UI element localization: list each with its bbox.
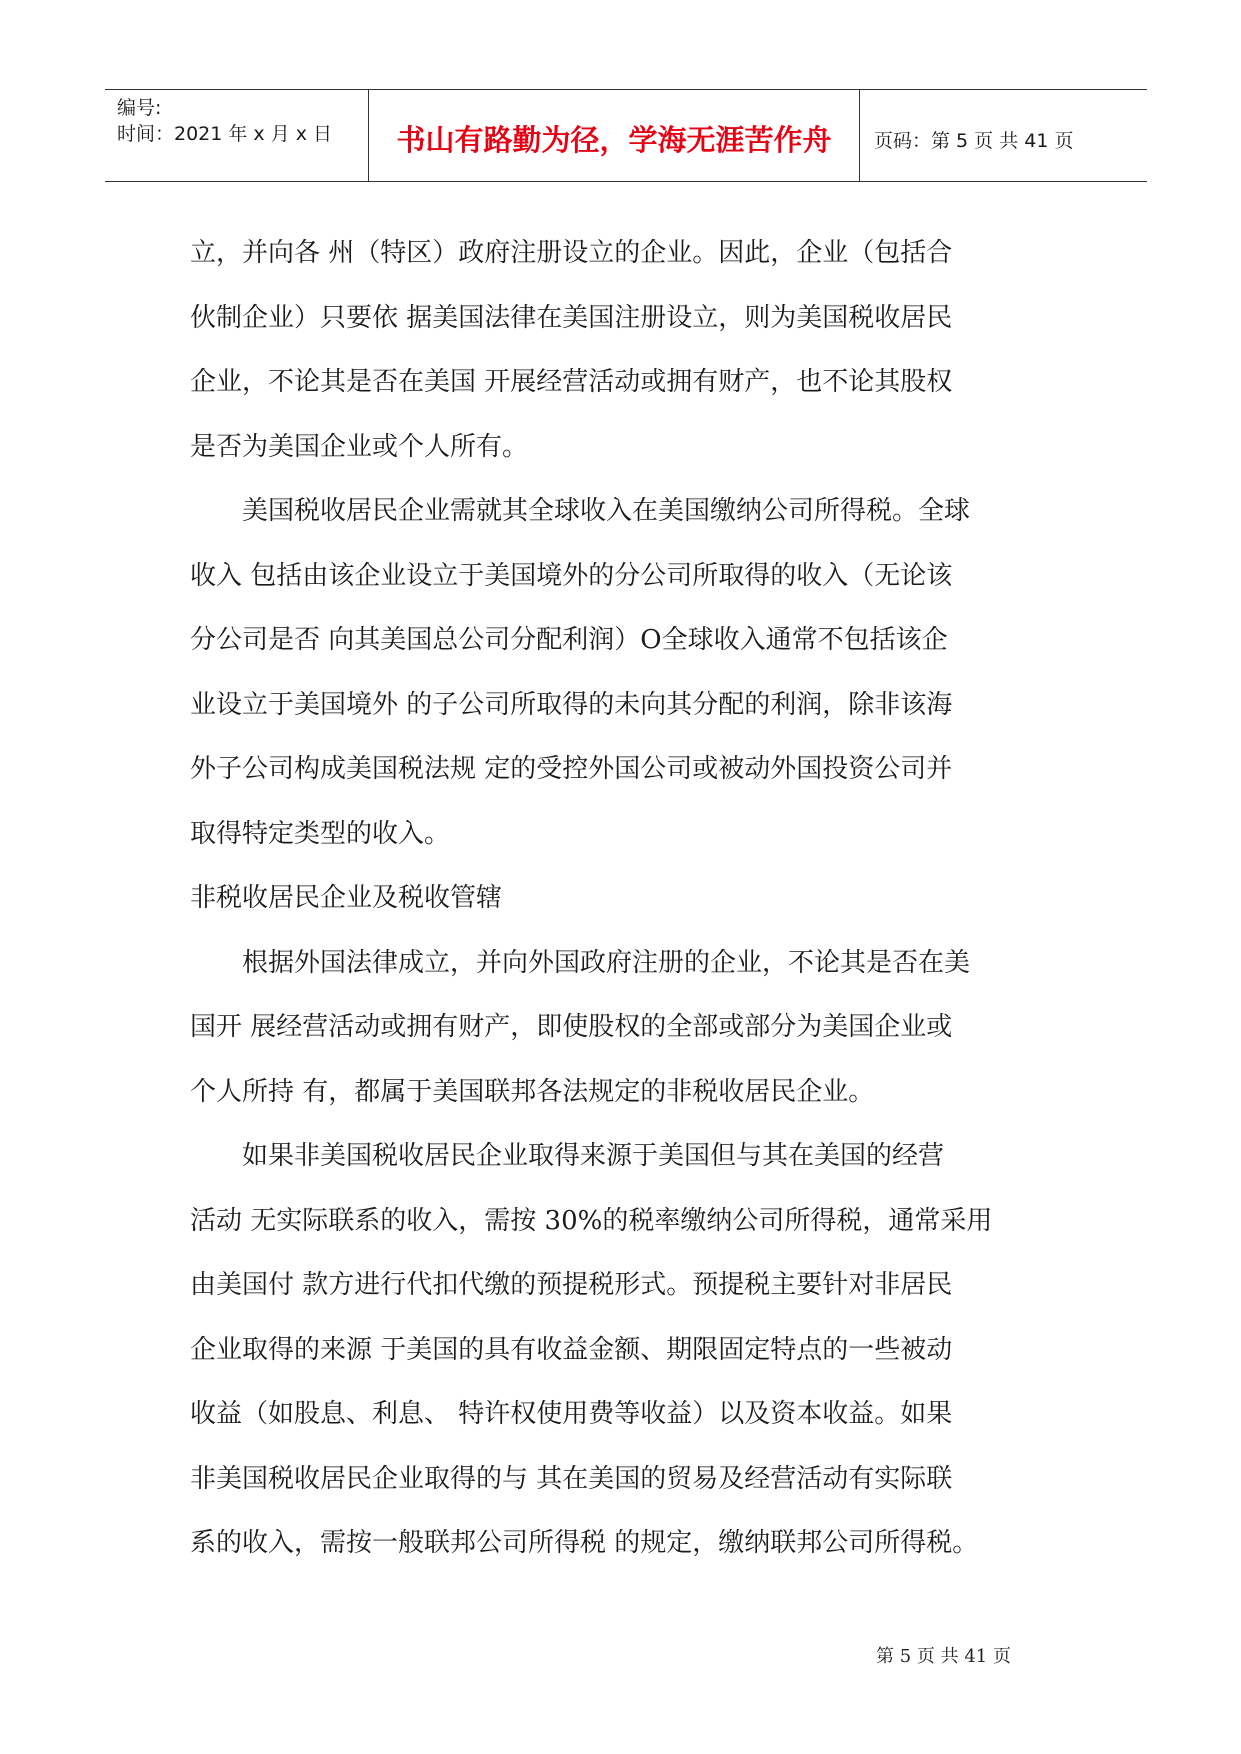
text-line: 业设立于美国境外 的子公司所取得的未向其分配的利润，除非该海 <box>190 689 953 720</box>
text-line: 收入 包括由该企业设立于美国境外的分公司所取得的收入（无论该 <box>190 560 953 591</box>
page-header <box>105 89 1147 182</box>
text-line: 分公司是否 向其美国总公司分配利润）O全球收入通常不包括该企 <box>190 625 948 655</box>
header-motto: 书山有路勤为径，学海无涯苦作舟 <box>396 123 832 157</box>
document-date: 时间：2021 年 x 月 x 日 <box>117 123 333 145</box>
text-line: 是否为美国企业或个人所有。 <box>190 431 529 462</box>
text-line: 企业，不论其是否在美国 开展经营活动或拥有财产，也不论其股权 <box>190 367 953 397</box>
document-number-label: 编号: <box>117 97 162 119</box>
text-line: 外子公司构成美国税法规 定的受控外国公司或被动外国投资公司并 <box>190 754 953 784</box>
page-footer: 第 5 页 共 41 页 <box>876 1646 1011 1667</box>
text-line: 伙制企业）只要依 据美国法律在美国注册设立，则为美国税收居民 <box>190 302 953 333</box>
text-line: 活动 无实际联系的收入，需按 30%的税率缴纳公司所得税，通常采用 <box>190 1205 993 1236</box>
text-line: 非美国税收居民企业取得的与 其在美国的贸易及经营活动有实际联 <box>190 1463 953 1494</box>
header-page-cell <box>860 90 1147 181</box>
text-line: 如果非美国税收居民企业取得来源于美国但与其在美国的经营 <box>190 1141 945 1171</box>
text-line: 美国税收居民企业需就其全球收入在美国缴纳公司所得税。全球 <box>190 496 971 526</box>
text-line: 个人所持 有，都属于美国联邦各法规定的非税收居民企业。 <box>190 1076 875 1107</box>
text-line: 系的收入，需按一般联邦公司所得税 的规定，缴纳联邦公司所得税。 <box>190 1528 979 1558</box>
header-motto-cell <box>369 90 860 181</box>
text-line: 企业取得的来源 于美国的具有收益金额、期限固定特点的一些被动 <box>190 1334 953 1365</box>
text-line: 收益（如股息、利息、 特许权使用费等收益）以及资本收益。如果 <box>190 1399 953 1429</box>
text-line: 国开 展经营活动或拥有财产，即使股权的全部或部分为美国企业或 <box>190 1012 953 1042</box>
section-heading: 非税收居民企业及税收管辖 <box>190 883 503 913</box>
text-line: 立，并向各 州（特区）政府注册设立的企业。因此，企业（包括合 <box>190 238 953 268</box>
text-line: 根据外国法律成立，并向外国政府注册的企业，不论其是否在美 <box>190 947 971 978</box>
header-page-code: 页码：第 5 页 共 41 页 <box>874 130 1074 152</box>
text-line: 由美国付 款方进行代扣代缴的预提税形式。预提税主要针对非居民 <box>190 1270 953 1300</box>
header-meta <box>105 90 369 181</box>
text-line: 取得特定类型的收入。 <box>190 818 451 849</box>
document-body <box>190 221 1060 1576</box>
